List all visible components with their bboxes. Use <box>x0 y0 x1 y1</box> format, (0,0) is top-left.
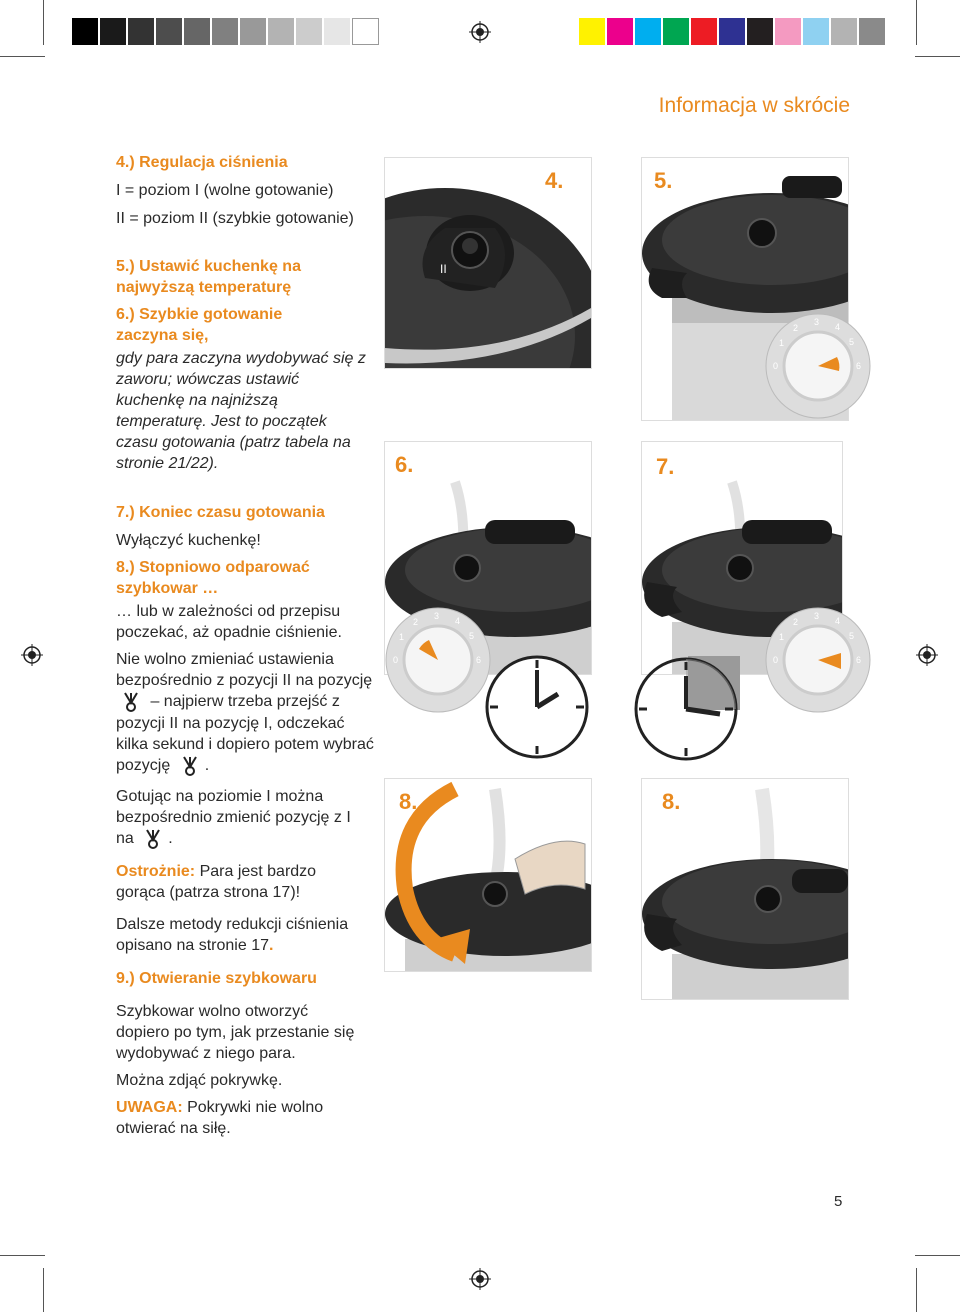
dial-tick: 2 <box>413 617 419 627</box>
dial-tick: 4 <box>455 616 461 626</box>
crop-mark <box>43 0 44 45</box>
clock-end-icon <box>630 654 742 762</box>
dial-tick: 5 <box>849 631 855 641</box>
figure-8b-label: 8. <box>662 789 681 814</box>
dial-tick: 2 <box>793 617 799 627</box>
step-5-title: 5.) Ustawić kuchenkę na najwyższą temperaturę <box>116 258 301 296</box>
crop-mark <box>916 1268 917 1312</box>
figure-6-label: 6. <box>395 452 414 477</box>
dial-tick: 1 <box>779 338 785 348</box>
steam-release-icon <box>120 691 142 713</box>
figure-5-label: 5. <box>654 168 673 193</box>
caution-text: Para jest bardzo gorąca (patrza strona 17)! <box>116 863 317 901</box>
crop-mark <box>915 1255 960 1256</box>
step-4-line-2: II = poziom II (szybkie gotowanie) <box>116 210 354 227</box>
dial-tick: 6 <box>856 655 862 665</box>
crop-mark <box>916 0 917 45</box>
dial-tick: 1 <box>779 632 785 642</box>
position-change-note <box>116 649 374 777</box>
step-6-title: 6.) Szybkie gotowanie zaczyna się, <box>116 306 283 344</box>
step-6-body: gdy para zaczyna wydobywać się z zaworu; wówczas ustawić kuchenkę na najniższą temperaturę. Jest to początek czasu gotowania (patrz tabela na stronie 21/22). <box>116 350 366 472</box>
figure-8-manual-release <box>384 778 592 972</box>
figure-4-valve-closeup <box>384 157 592 369</box>
svg-text:II: II <box>440 262 447 276</box>
heat-dial-high-icon <box>765 313 871 419</box>
step-7-title: 7.) Koniec czasu gotowania <box>116 504 325 521</box>
figure-8a-label: 8. <box>399 789 418 814</box>
dial-tick: 0 <box>393 655 399 665</box>
step-9-body-1: Szybkowar wolno otworzyć dopiero po tym, jak przestanie się wydobywać z niego para. <box>116 1003 355 1062</box>
dial-tick: 3 <box>434 611 440 621</box>
dial-tick: 0 <box>773 655 779 665</box>
clock-start-icon <box>484 654 590 760</box>
steam-release-icon <box>142 828 164 850</box>
dial-tick: 5 <box>849 337 855 347</box>
section-title: Informacja w skrócie <box>658 94 850 117</box>
step-9-body-2: Można zdjąć pokrywkę. <box>116 1072 283 1089</box>
registration-mark-icon <box>469 1268 491 1290</box>
note-text: . <box>204 757 210 775</box>
dial-tick: 6 <box>856 361 862 371</box>
dial-tick: 4 <box>835 616 841 626</box>
registration-mark-icon <box>21 644 43 666</box>
steam-release-icon <box>179 755 201 777</box>
step-8-body: … lub w zależności od przepisu poczekać, aż opadnie ciśnienie. <box>116 603 342 641</box>
heat-dial-off-icon <box>765 607 871 713</box>
page-number: 5 <box>834 1193 843 1210</box>
step-7-body: Wyłączyć kuchenkę! <box>116 532 261 549</box>
note-text: Dalsze metody redukcji ciśnienia opisano na stronie 17 <box>116 916 349 954</box>
step-9-title: 9.) Otwieranie szybkowaru <box>116 970 317 987</box>
figure-7-label: 7. <box>656 454 675 479</box>
dial-tick: 5 <box>469 631 475 641</box>
dial-tick: 1 <box>399 632 405 642</box>
dial-tick: 2 <box>793 323 799 333</box>
caution-note <box>116 861 356 903</box>
note-text: . <box>269 937 274 954</box>
step-4-line-1: I = poziom I (wolne gotowanie) <box>116 182 334 199</box>
further-methods-note <box>116 914 366 956</box>
figure-4-label: 4. <box>545 168 564 193</box>
registration-mark-icon <box>469 21 491 43</box>
heat-dial-low-icon <box>385 607 491 713</box>
level-one-note <box>116 786 370 850</box>
dial-tick: 0 <box>773 361 779 371</box>
crop-mark <box>0 1255 45 1256</box>
dial-tick: 6 <box>476 655 482 665</box>
step-4-title: 4.) Regulacja ciśnienia <box>116 154 288 171</box>
note-text: Nie wolno zmieniać ustawienia bezpośrednio z pozycji II na pozycję <box>116 651 373 689</box>
note-text: . <box>168 830 173 848</box>
warning-text: Pokrywki nie wolno otwierać na siłę. <box>116 1099 324 1137</box>
dial-tick: 3 <box>814 611 820 621</box>
note-text: – najpierw trzeba przejść z pozycji II na pozycję I, odczekać kilka sekund i dopiero potem wybrać pozycję <box>116 693 374 775</box>
step-8-title: 8.) Stopniowo odparować szybkowar … <box>116 559 310 597</box>
figure-8-wait-pressure-drop <box>641 778 849 1000</box>
warning-label: UWAGA: <box>116 1099 183 1116</box>
caution-label: Ostrożnie: <box>116 863 196 880</box>
registration-mark-icon <box>916 644 938 666</box>
dial-tick: 4 <box>835 322 841 332</box>
step-9-warning <box>116 1097 356 1139</box>
crop-mark <box>43 1268 44 1312</box>
note-text: Gotując na poziomie I można bezpośrednio zmienić pozycję z I na <box>116 788 351 848</box>
crop-mark <box>0 56 45 57</box>
crop-mark <box>915 56 960 57</box>
dial-tick: 3 <box>814 317 820 327</box>
